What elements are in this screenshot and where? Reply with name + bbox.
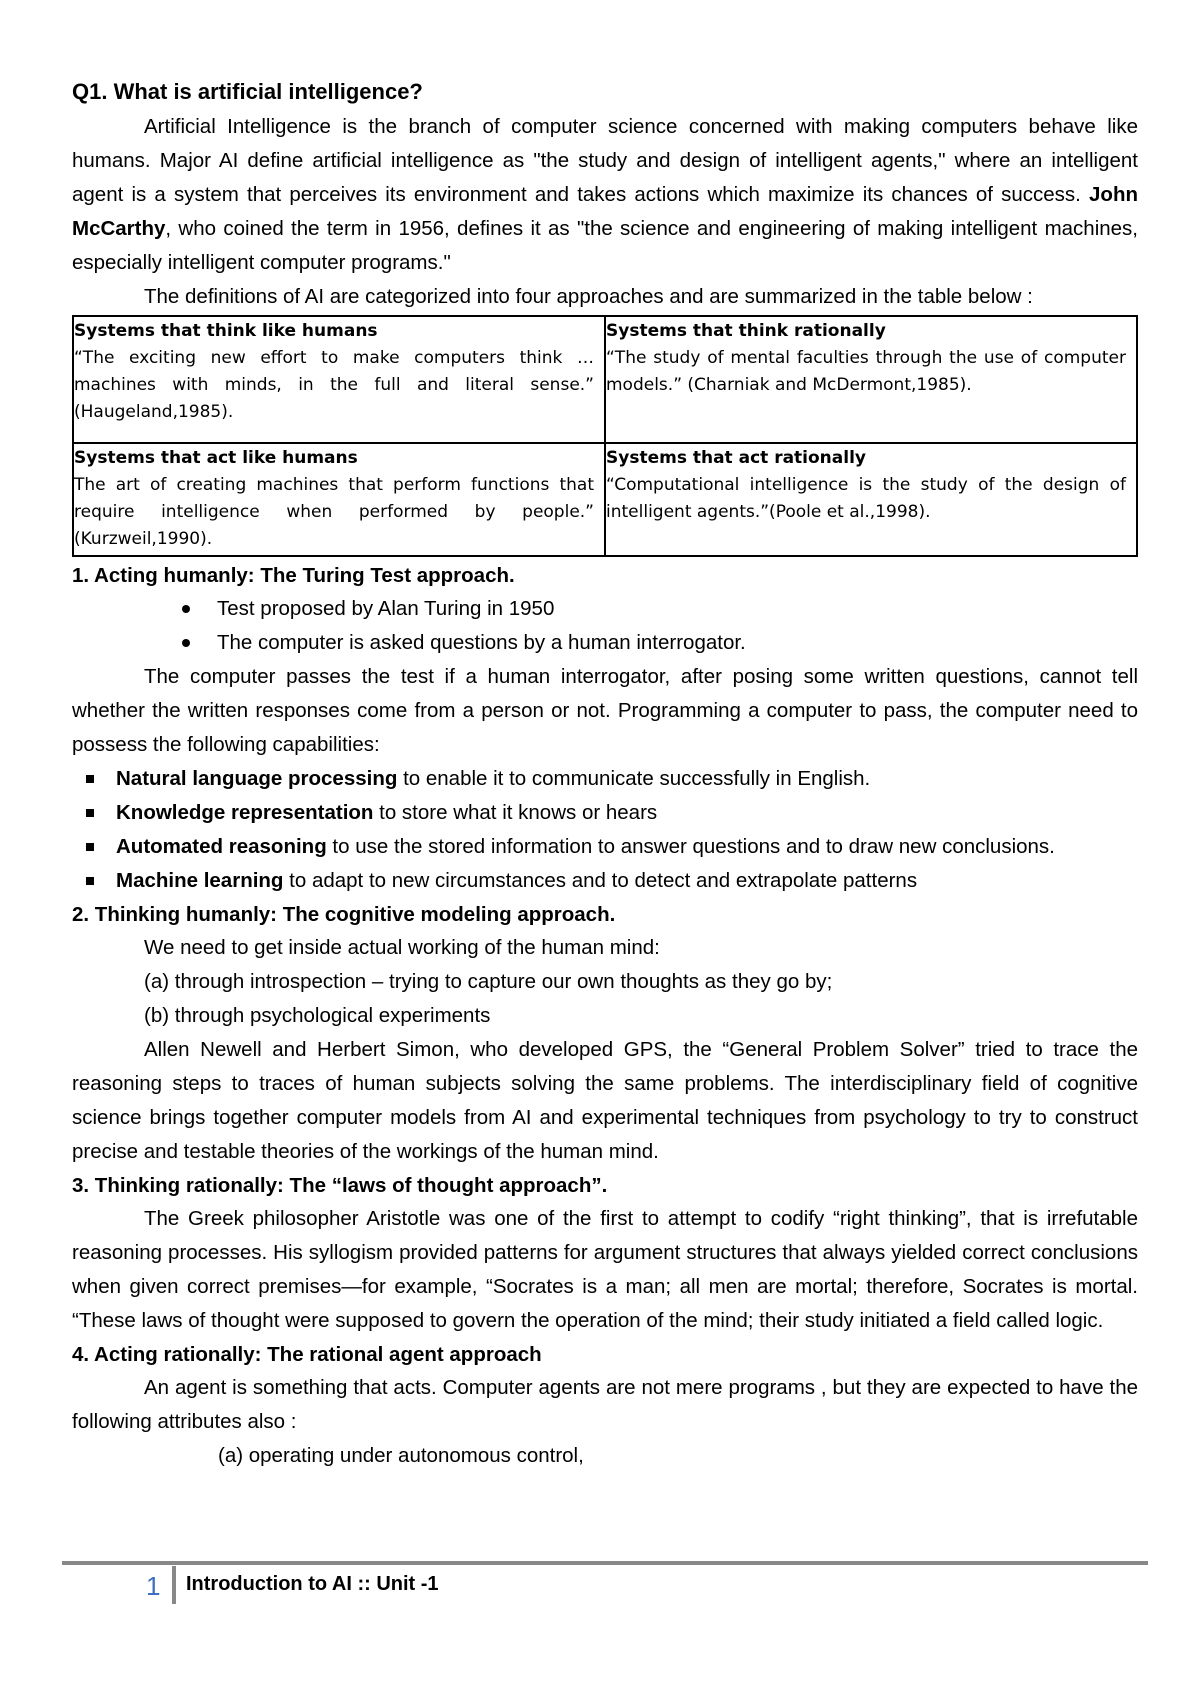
capabilities-list [72,762,1138,898]
list-item: Test proposed by Alan Turing in 1950 [72,592,1138,626]
question-heading: Q1. What is artificial intelligence? [72,79,423,104]
section-heading-3: 3. Thinking rationally: The “laws of thought approach”. [72,1174,608,1197]
cell-title: Systems that think like humans [74,321,378,341]
bullet-square-icon [86,775,94,783]
footer-title: Introduction to AI :: Unit -1 [186,1573,439,1595]
cognitive-line-1: We need to get inside actual working of the human mind: [144,936,660,959]
ai-definition-text-a: Artificial Intelligence is the branch of computer science concerned with making computers behave like humans. Major AI define artificial intelligence as "the study and design of intelligent agents," where an intelligent agent is a system that perceives its environment and takes actions which maximize its chances of success. [72,115,1138,206]
bullet-square-icon [86,877,94,885]
table-cell-think-rationally [605,316,1137,443]
cognitive-line-3: (b) through psychological experiments [144,1004,491,1027]
cell-text: “The study of mental faculties through the use of computer models.” (Charniak and McDermont,1985). [606,348,1126,395]
list-item: Knowledge representation to store what it knows or hears [72,796,1138,830]
turing-paragraph: The computer passes the test if a human interrogator, after posing some written questions, cannot tell whether the written responses come from a person or not. Programming a computer to pass, the computer need to possess the following capabilities: [72,665,1138,756]
cognitive-line-2: (a) through introspection – trying to capture our own thoughts as they go by; [144,970,833,993]
ai-definition-paragraph [72,110,1138,280]
cell-text: The art of creating machines that perform functions that require intelligence when performed by people.” (Kurzweil,1990). [74,475,594,549]
table-cell-act-humans [73,443,605,556]
footer-rule [62,1561,1148,1565]
cell-title: Systems that think rationally [606,321,886,341]
section-heading-2: 2. Thinking humanly: The cognitive modeling approach. [72,903,616,926]
rational-agent-paragraph: An agent is something that acts. Computer agents are not mere programs , but they are expected to have the following attributes also : [72,1376,1138,1433]
bullet-dot-icon [182,639,190,647]
table-row [73,316,1137,443]
page-number: 1 [146,1571,161,1601]
bullet-square-icon [86,843,94,851]
cell-text: “Computational intelligence is the study of the design of intelligent agents.”(Poole et al.,1998). [606,475,1126,522]
list-item: Natural language processing to enable it to communicate successfully in English. [72,762,1138,796]
laws-of-thought-paragraph: The Greek philosopher Aristotle was one of the first to attempt to codify “right thinking”, that is irrefutable reasoning processes. His syllogism provided patterns for argument structures that always yielded correct conclusions when given correct premises—for example, “Socrates is a man; all men are mortal; therefore, Socrates is mortal. “These laws of thought were supposed to govern the operation of the mind; their study initiated a field called logic. [72,1207,1138,1332]
cell-title: Systems that act like humans [74,448,358,468]
mccarthy-name: John McCarthy [72,183,1138,240]
table-cell-act-rationally [605,443,1137,556]
ai-definition-text-b: , who coined the term in 1956, defines it as "the science and engineering of making intelligent machines, especially intelligent computer programs." [72,217,1138,274]
bullet-square-icon [86,809,94,817]
footer-divider [172,1566,176,1604]
bullet-dot-icon [182,605,190,613]
table-cell-think-humans [73,316,605,443]
cell-title: Systems that act rationally [606,448,866,468]
list-item: The computer is asked questions by a human interrogator. [72,626,1138,660]
table-row [73,443,1137,556]
section-heading-4: 4. Acting rationally: The rational agent approach [72,1343,542,1366]
rational-agent-item-a: (a) operating under autonomous control, [218,1444,584,1467]
list-item: Machine learning to adapt to new circumstances and to detect and extrapolate patterns [72,864,1138,898]
approaches-table [72,315,1138,557]
approaches-intro: The definitions of AI are categorized into four approaches and are summarized in the table below : [144,285,1033,308]
cell-text: “The exciting new effort to make computers think … machines with minds, in the full and literal sense.” (Haugeland,1985). [74,348,594,422]
cognitive-paragraph: Allen Newell and Herbert Simon, who developed GPS, the “General Problem Solver” tried to trace the reasoning steps to traces of human subjects solving the same problems. The interdisciplinary field of cognitive science brings together computer models from AI and experimental techniques from psychology to try to construct precise and testable theories of the workings of the human mind. [72,1038,1138,1163]
section-heading-1: 1. Acting humanly: The Turing Test approach. [72,564,515,587]
page-content [72,74,1138,1473]
turing-bullets [72,592,1138,660]
list-item: Automated reasoning to use the stored information to answer questions and to draw new conclusions. [72,830,1138,864]
